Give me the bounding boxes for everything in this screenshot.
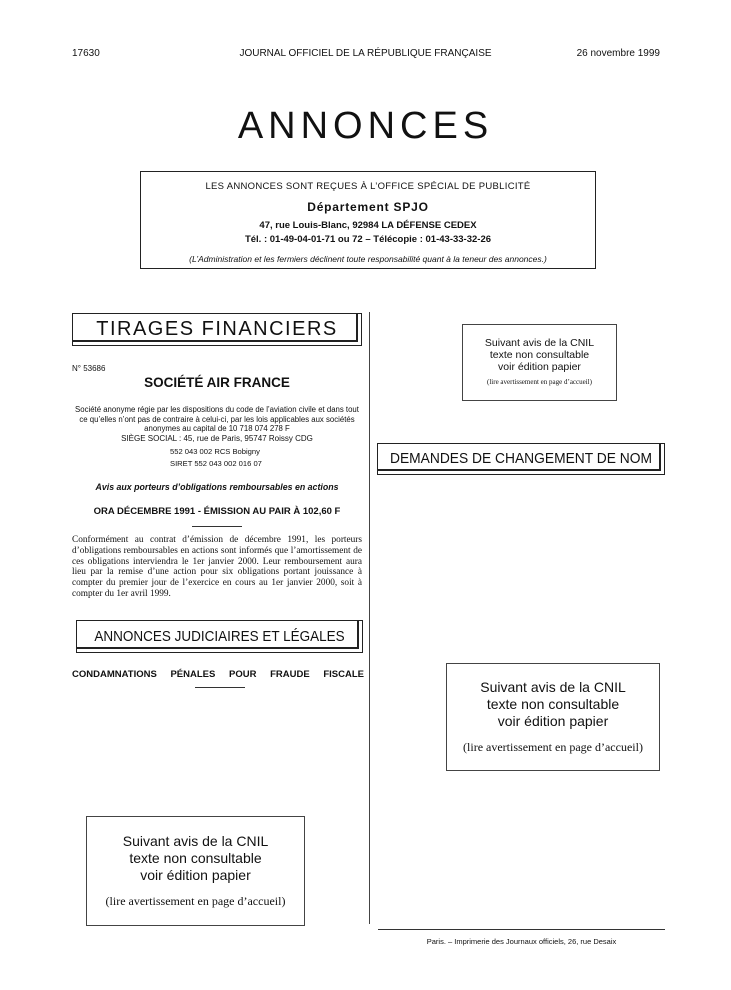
- legal-description: Société anonyme régie par les dispositions du code de l’aviation civile et dans tout ce qu’elles n’ont pas de contraire à celui-ci, par les lois applicables aux sociétés anonymes au capital de 10 718 074 278 F: [75, 405, 359, 433]
- notice-ora-title: ORA DÉCEMBRE 1991 - ÉMISSION AU PAIR À 102,60 F: [93, 506, 341, 517]
- divider-rule: [192, 526, 242, 527]
- section-title: ANNONCES JUDICIAIRES ET LÉGALES: [94, 628, 345, 645]
- head-office: SIÈGE SOCIAL : 45, rue de Paris, 95747 Roissy CDG: [121, 434, 313, 443]
- notice-number: N° 53686: [72, 364, 106, 373]
- siret-number: SIRET 552 043 002 016 07: [170, 459, 262, 468]
- spjo-phones: Tél. : 01-49-04-01-71 ou 72 – Télécopie : 01-43-33-32-26: [244, 234, 492, 245]
- section-tirages-financiers: [72, 313, 362, 346]
- spjo-disclaimer: (L’Administration et les fermiers déclinent toute responsabilité quant à la teneur des annonces.): [189, 254, 547, 264]
- section-title: DEMANDES DE CHANGEMENT DE NOM: [390, 450, 652, 467]
- cnil-line-1: Suivant avis de la CNIL: [480, 679, 626, 695]
- cnil-notice-box: [86, 816, 305, 926]
- section-title: TIRAGES FINANCIERS: [96, 318, 338, 340]
- cnil-line-2: texte non consultable: [489, 349, 590, 361]
- subsection-condamnations: CONDAMNATIONS PÉNALES POUR FRAUDE FISCALE: [72, 669, 364, 680]
- cnil-notice-box: [462, 324, 617, 401]
- cnil-line-1: Suivant avis de la CNIL: [122, 833, 269, 849]
- notice-subject: Avis aux porteurs d’obligations remboursables en actions: [95, 482, 339, 492]
- rcs-number: 552 043 002 RCS Bobigny: [170, 447, 260, 456]
- cnil-line-2: texte non consultable: [486, 696, 620, 712]
- cnil-line-1: Suivant avis de la CNIL: [484, 337, 595, 349]
- page-number: 17630: [72, 48, 100, 59]
- page-title: ANNONCES: [237, 105, 494, 147]
- cnil-warning: (lire avertissement en page d’accueil): [105, 894, 286, 908]
- spjo-info-box: [140, 171, 596, 269]
- cnil-warning: (lire avertissement en page d’accueil): [487, 378, 592, 386]
- header-date: 26 novembre 1999: [576, 48, 660, 59]
- section-annonces-judiciaires: [76, 620, 363, 653]
- cnil-line-3: voir édition papier: [140, 867, 251, 883]
- spjo-department: Département SPJO: [307, 200, 429, 214]
- column-divider: [369, 312, 370, 924]
- cnil-notice-box: [446, 663, 660, 771]
- cnil-line-2: texte non consultable: [129, 850, 262, 866]
- cnil-line-3: voir édition papier: [497, 713, 609, 729]
- divider-rule: [195, 687, 245, 688]
- company-name: SOCIÉTÉ AIR FRANCE: [144, 375, 290, 390]
- section-demandes-changement-nom: [377, 443, 665, 475]
- notice-body: Conformément au contrat d’émission de décembre 1991, les porteurs d’obligations remboursables en actions sont informés que l’amortissement de ces obligations interviendra le 1er janvier 2000. Leur remboursement aura lieu par la remise d’une action pour six obligations portant jouissance à compter du premier jour de l’exercice en cours au 1er janvier 2000, soit à compter du 1er avril 1999.: [72, 535, 362, 599]
- footer-rule: [378, 929, 665, 930]
- spjo-intro: LES ANNONCES SONT REÇUES À L’OFFICE SPÉCIAL DE PUBLICITÉ: [205, 181, 531, 192]
- cnil-warning: (lire avertissement en page d’accueil): [463, 740, 643, 754]
- printer-imprint: Paris. – Imprimerie des Journaux officiels, 26, rue Desaix: [426, 937, 617, 946]
- cnil-line-3: voir édition papier: [498, 361, 581, 373]
- running-header: JOURNAL OFFICIEL DE LA RÉPUBLIQUE FRANÇAISE: [239, 48, 492, 59]
- spjo-address: 47, rue Louis-Blanc, 92984 LA DÉFENSE CEDEX: [259, 220, 477, 231]
